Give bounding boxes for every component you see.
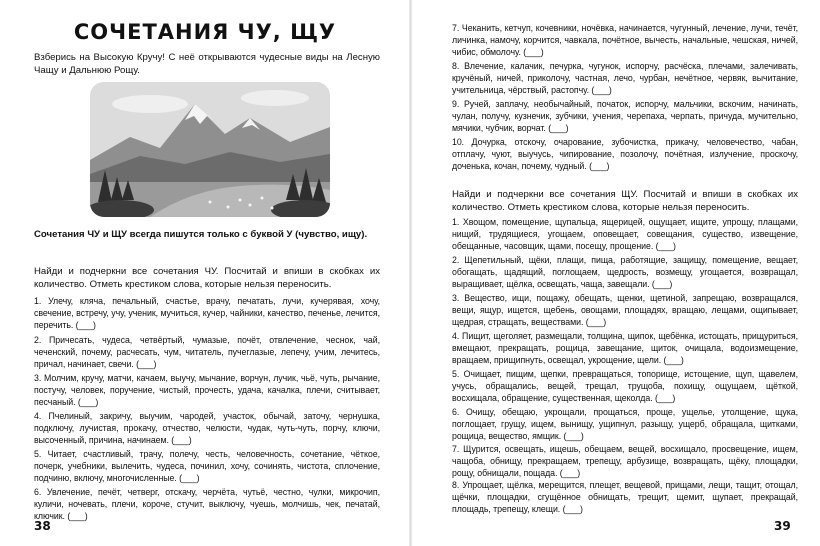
right-page [412,0,820,546]
exercise-item: 3. Молчим, кручу, матчи, качаем, выучу, мычание, ворчун, лучик, чьё, чуть, рычание, постучу, человек, поручение, чистый, прочесть, удача, качалка, плечи, считывает, песчаный. (___) [34,373,380,407]
exercise-item: 7. Щурится, освещать, ищешь, обещаем, вещей, восхищало, просвещение, ищем, чащоба, обнищу, прекращаем, трепещу, арбузище, возвращать, щёку, площадки, рощу, обнищали, пощада. (___) [452,444,798,478]
exercise-item: 2. Щепетильный, щёки, плащи, пища, работящие, защищу, помещение, вещает, обогащать, щадящий, поглощаем, щедрость, возмещу, угощается, возвращал, выращивает, щёлка, освещать, чаща, завещали. (___) [452,255,798,289]
exercise-item: 1. Улечу, кляча, печальный, счастье, врачу, печатать, лучи, кучерявая, хочу, свечение, встречу, учу, ученик, мучиться, кучер, чайники, качество, печенье, лечится, перечить. (___) [34,296,380,330]
page-number: 39 [774,519,791,533]
exercise-item: 5. Очищает, пищим, щепки, превращаться, топорище, истощение, щуп, щавелем, учусь, обращались, вещей, трещал, трущоба, похищу, ощущаем, щёткой, восхищала, обращение, существенная, щеколда. (___) [452,369,798,403]
task-instruction-schu: Найди и подчеркни все сочетания ЩУ. Посчитай и впиши в скобках их количество. Отметь крестиком слова, которые нельзя переносить. [452,189,798,213]
page-title: СОЧЕТАНИЯ ЧУ, ЩУ [73,20,337,44]
exercise-item: 4. Пчелиный, закричу, выучим, чародей, участок, обычай, заточу, чернушка, подключу, лучистая, прокачу, отчество, челюсти, чудак, чуть-чуть, порчу, ключи, высоченный, причина, начинаем. (___) [34,411,380,445]
exercise-item: 9. Ручей, заплачу, необычайный, початок, испорчу, мальчики, вскочим, начинать, чулан, получу, кузнечик, зубчики, учения, черепаха, черпать, причуда, мучительно, мячики, чубчик, ворчат. (___) [452,99,798,133]
mountain-landscape-illustration [90,82,330,217]
exercise-item: 8. Упрощает, щёлка, мерещится, плещет, вещевой, прищами, лещи, тащит, отощал, щёчки, площадки, сгущённое обнищать, трещит, щемит, щупает, прекращай, площадь, трепещу, клещи. (___) [452,480,798,514]
exercise-item: 1. Хвощом, помещение, щупальца, ящерицей, ощущает, ищите, упрощу, плащами, нищий, трудящиеся, угощаем, оповещает, совещания, существо, извещение, обещанные, часовщик, щами, посещу, прощение. (___) [452,217,798,251]
task-instruction-chu: Найди и подчеркни все сочетания ЧУ. Посчитай и впиши в скобках их количество. Отметь крестиком слова, которые нельзя переносить. [34,266,380,290]
intro-text: Взберись на Высокую Кручу! С неё открываются чудесные виды на Лесную Чащу и Дальнюю Рощу. [34,52,380,76]
exercise-item: 5. Читает, счастливый, трачу, полечу, честь, человечность, сочетание, чёткое, почерк, учебники, вылечить, чудеса, починил, хочу, сочинять, чистота, сплочение, подчиню, включу, многочисленные. (___) [34,449,380,483]
exercise-item: 7. Чеканить, кетчуп, кочевники, ночёвка, начинается, чугунный, лечение, лучи, течёт, личинка, намочу, корчится, чавкала, почётное, вычесть, начальные, чешская, ничей, чибис, обмолочу. (___) [452,23,798,57]
exercise-item: 3. Вещество, ищи, пощажу, обещать, щенки, щетиной, запрещаю, возвращался, вещи, ящур, ищется, щебень, овощами, площадях, вращаю, лещами, ощипывает, щедрая, стращать, веществами. (___) [452,293,798,327]
exercise-item: 4. Пищит, щеголяет, размещали, толщина, щипок, щебёнка, истощать, прищуриться, вмещают, прекращать, рощица, завещание, щиток, очищала, водоизмещение, вращаем, прищипнуть, освещал, укрощение, щели. (___) [452,331,798,365]
exercise-item: 2. Причесать, чудеса, четвёртый, чумазые, почёт, отвлечение, чеснок, чай, чеченский, почему, расчесать, чум, читатель, пучеглазые, лепечу, учим, лечитесь, причал, начинает, свечи. (___) [34,335,380,369]
exercise-item: 6. Увлечение, печёт, четверг, отскачу, черчёта, чутьё, честно, чулки, микрочип, куличи, ночевать, плечи, короче, стучит, выключу, чуешь, молчишь, чек, печатай, ключик. (___) [34,487,380,521]
page-number: 38 [34,519,51,533]
landscape-image [90,82,330,217]
rule-text: Сочетания ЧУ и ЩУ всегда пишутся только с буквой У (чувство, ищу). [34,229,368,240]
exercise-item: 6. Очищу, обещаю, укрощали, прощаться, проще, ущелье, утолщение, щука, поглощает, грущу, ищем, вынищу, ущипнул, разыщу, ущерб, обращала, щитками, рощица, вещество, ямщик. (___) [452,407,798,441]
exercise-item: 10. Дочурка, отскочу, очарование, зубочистка, прикачу, человечество, чабан, отплачу, чуют, выучусь, чипирование, позолочу, почётная, излучение, проскочу, доченька, кочан, почему, чудный. (___) [452,137,798,171]
exercise-item: 8. Влечение, калачик, печурка, чугунок, испорчу, расчёска, плечами, залечивать, кручёный, ничей, приколочу, частная, лечо, чурбан, нечётное, червяк, вычитание, учительница, чёрствый, растопчу. (___) [452,61,798,95]
